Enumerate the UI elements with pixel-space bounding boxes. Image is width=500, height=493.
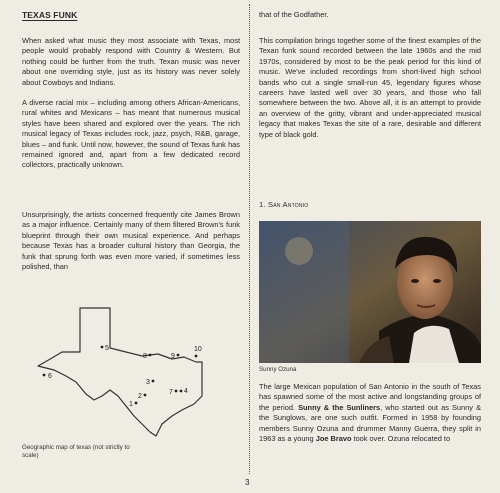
city-marker-6 <box>43 374 46 377</box>
sunny-ozuna-photo <box>259 221 481 363</box>
texas-map <box>22 304 240 440</box>
city-marker-5 <box>101 346 104 349</box>
column-divider <box>249 4 250 474</box>
continued-text: that of the Godfather. <box>259 10 329 19</box>
city-marker-7 <box>175 390 178 393</box>
city-marker-2 <box>144 394 147 397</box>
para-text-2: , who started out as Sunny & the Sunglows, are one such outfit. Formed in 1958 by founding members Sunny Ozuna and drummer Manny Guerra, they split in 1963 as a young <box>259 402 481 444</box>
map-label-8: 8 <box>143 353 147 360</box>
diversity-paragraph: A diverse racial mix – including among others African-Americans, rural whites and Mexicans – has meant that numerous musical styles have been shared and explored over the years. The rich musical legacy of Texas includes rock, jazz, psych, R&B, garage, blues – and funk. Until now, however, the sound of Texas funk has remained ignored and, apart from a few dedicated record collectors, practically unknown. <box>22 98 240 170</box>
map-label-10: 10 <box>194 346 202 353</box>
page-number: 3 <box>245 478 250 487</box>
map-label-4: 4 <box>184 388 188 395</box>
compilation-paragraph: This compilation brings together some of the finest examples of the Texan funk sound recorded between the late 1960s and the mid 1970s, considered by most to be the peak period for this kind of music. We've included recordings from short-lived high school bands who cut a single small-run 45, legendary figures whose careers have lasted well over 30 years, and those who fall somewhere between the two. Above all, it is an attempt to provide an overview of the gritty, vibrant and under-appreciated musical legacy that makes Texas the site of a rare, desirable and different type of black gold. <box>259 36 481 139</box>
city-marker-10 <box>195 355 198 358</box>
intro-paragraph: When asked what music they most associate with Texas, most people would probably respond with Country & Western. But nothing could be further from the truth. Texan music was never about one overriding style, just as its history was never solely about Cowboys and Indians. <box>22 36 240 87</box>
city-marker-8 <box>149 354 152 357</box>
city-marker-9 <box>177 354 180 357</box>
map-label-7: 7 <box>169 389 173 396</box>
artist-name: Joe Bravo <box>315 434 352 444</box>
map-label-2: 2 <box>138 393 142 400</box>
map-label-1: 1 <box>129 401 133 408</box>
influence-paragraph: Unsurprisingly, the artists concerned frequently cite James Brown as a major influence. Certainly many of them filtered Brown's funk blueprint through their own musical experience. And perhaps because Texas has a broader cultural history than Georgia, the funk that sprung forth was even more varied, if sometimes less polished, than <box>22 210 240 272</box>
san-antonio-paragraph <box>259 382 481 444</box>
map-label-9: 9 <box>171 353 175 360</box>
map-label-5: 5 <box>105 345 109 352</box>
para-text-1: The large Mexican population of San Antonio in the south of Texas has spawned some of the most active and longstanding groups of the period. <box>259 382 481 412</box>
city-marker-1 <box>135 402 138 405</box>
map-caption: Geographic map of texas (not strictly to scale) <box>22 444 130 459</box>
texas-outline <box>38 308 202 436</box>
map-label-3: 3 <box>146 379 150 386</box>
city-marker-4 <box>180 390 183 393</box>
city-marker-3 <box>152 380 155 383</box>
section-heading: 1. San Antonio <box>259 200 309 209</box>
band-name: Sunny & the Sunliners <box>298 402 381 412</box>
map-label-6: 6 <box>48 373 52 380</box>
portrait-image <box>259 221 481 363</box>
para-text-3: took over. Ozuna relocated to <box>351 434 451 444</box>
page-heading: TEXAS FUNK <box>22 10 78 20</box>
photo-caption: Sunny Ozuna <box>259 366 297 373</box>
